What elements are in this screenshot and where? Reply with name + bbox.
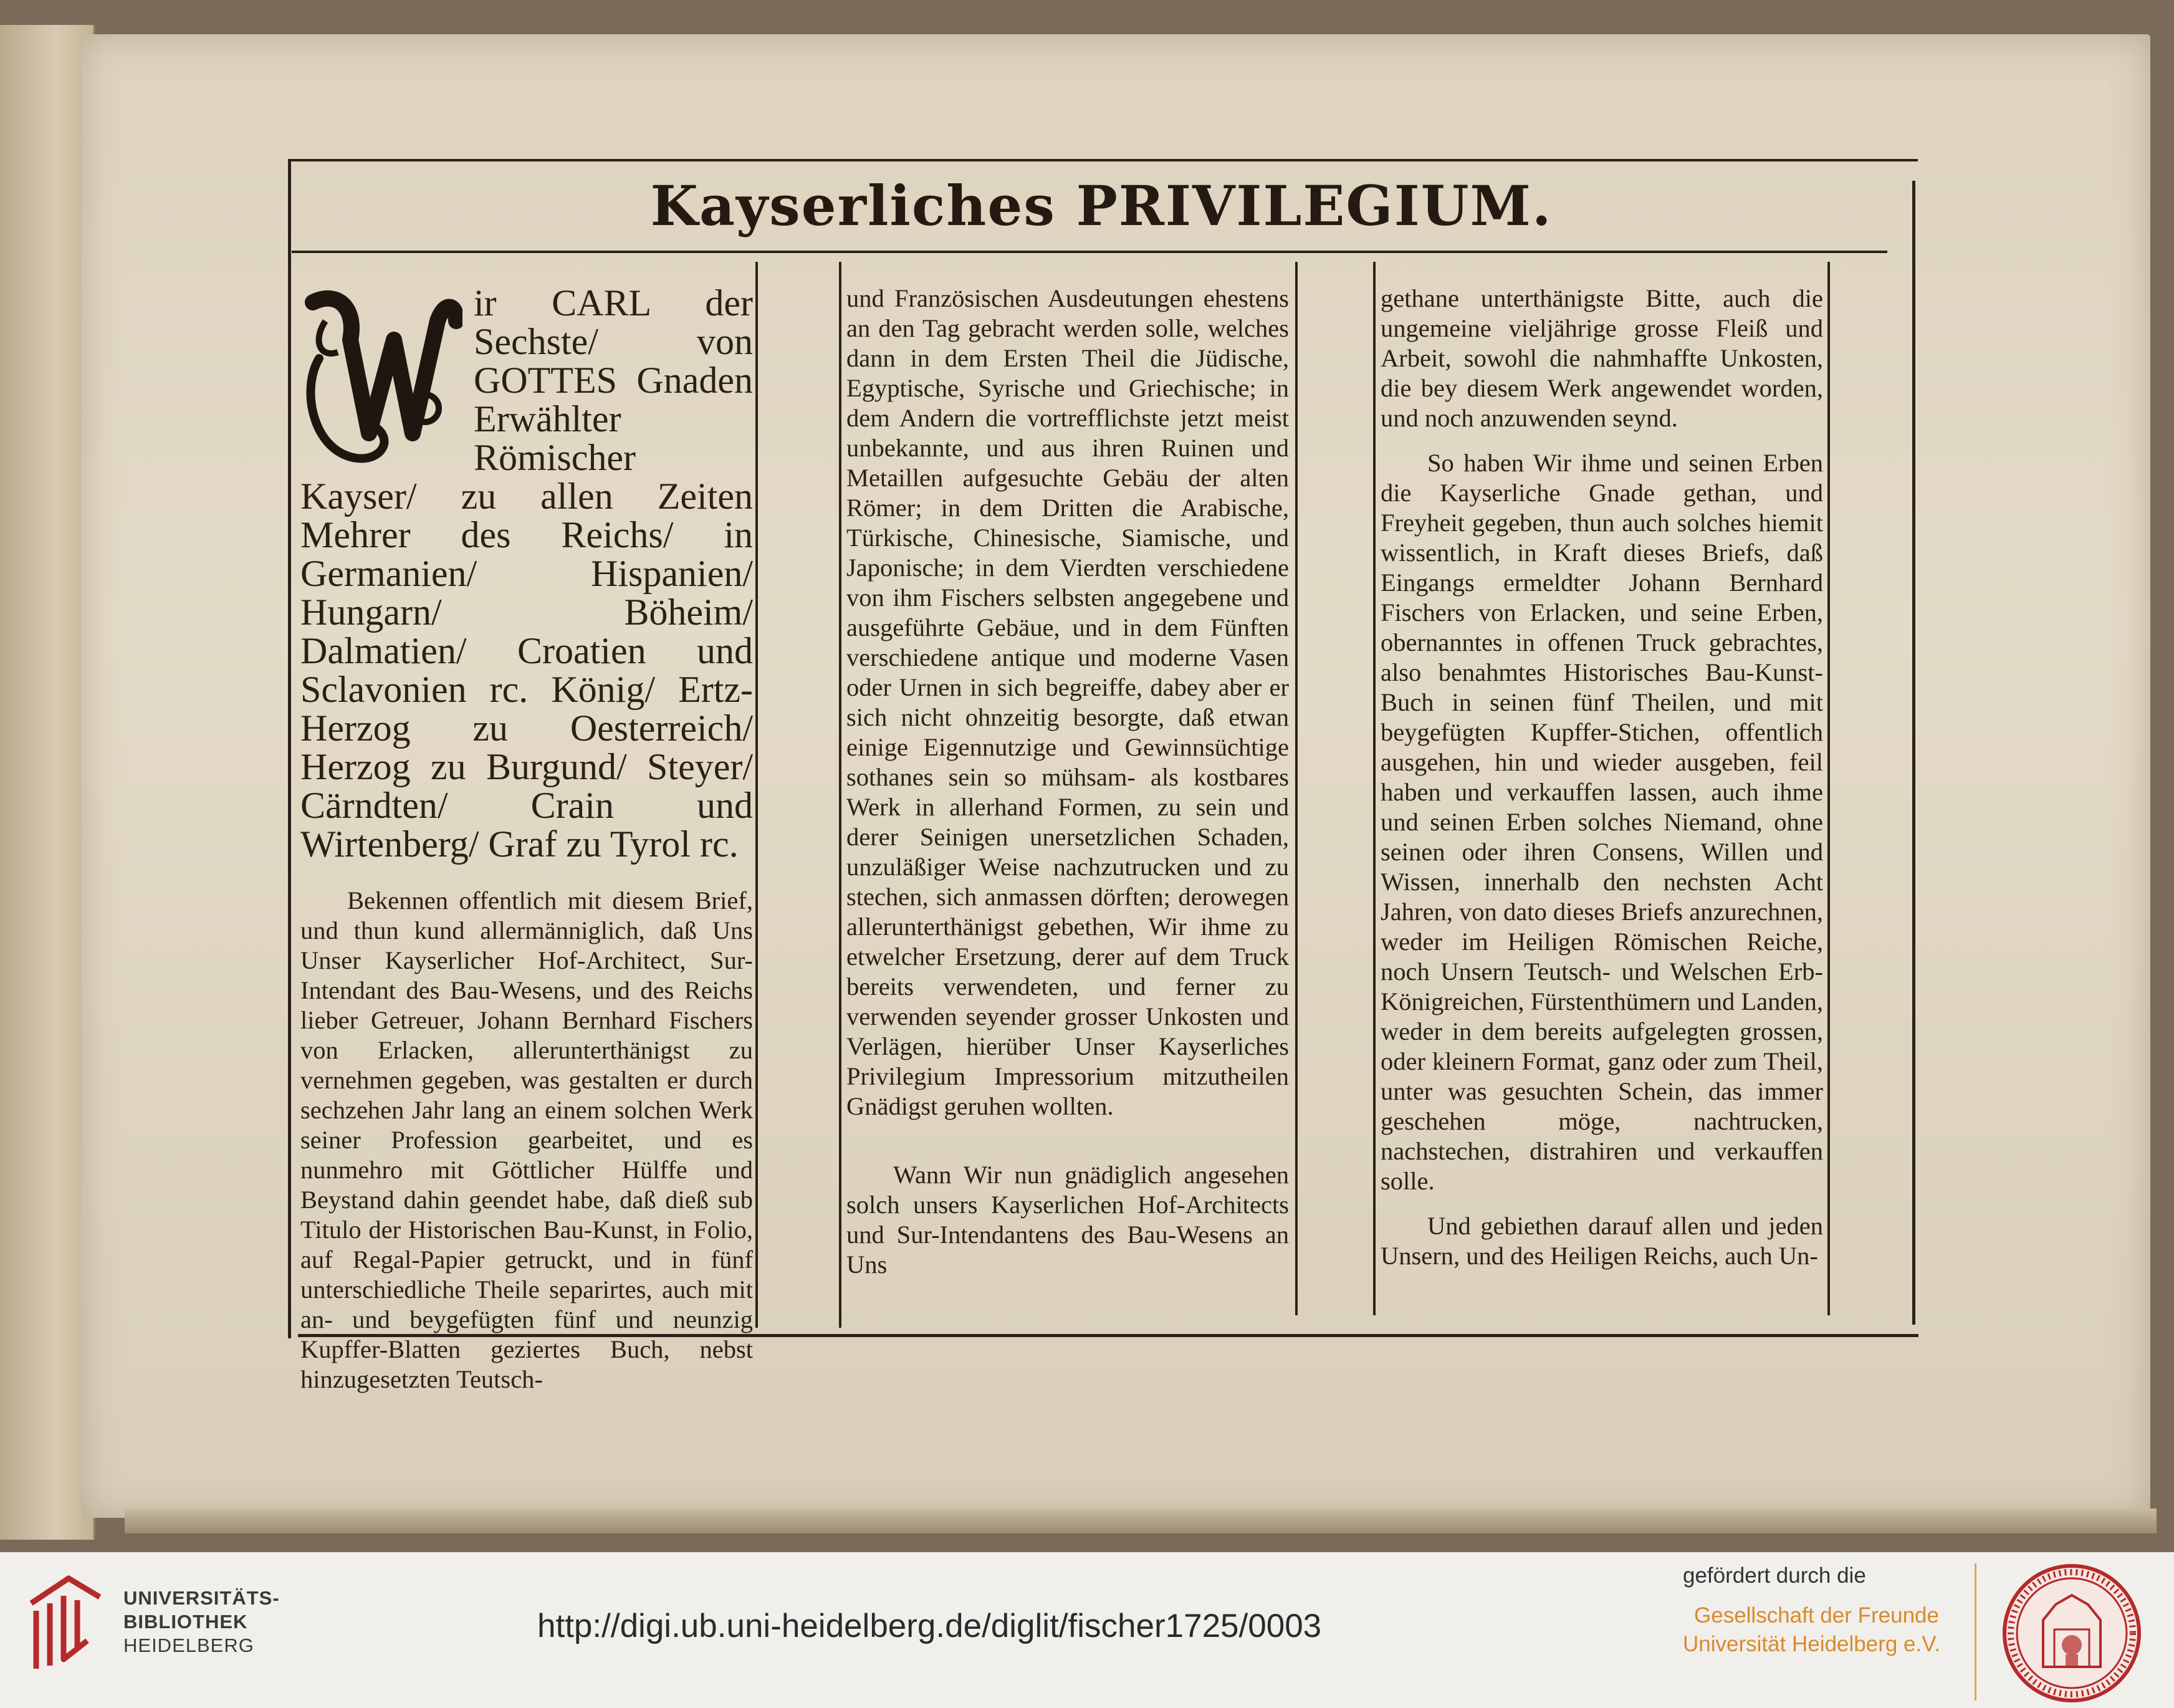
text-column-2 (846, 284, 1289, 1280)
footer-bar (0, 1552, 2174, 1708)
column2-paragraph-1: und Französischen Ausdeutungen ehestens an den Tag gebracht werden solle, welches dann in dem Ersten Theil die Jüdische, Egyptische, Syrische und Griechische; in dem Andern die vortrefflichste jetzt meist unbekannte, und aus ihren Ruinen und Metaillen aufgesuchte Gebäu der alten Römer; in dem Dritten die Arabische, Türkische, Chinesische, Siamische, und Japonische; in dem Vierdten verschiedene von ihm Fischers selbsten angegebene und ausgeführte Gebäue, und in dem Fünften verschiedene antique und moderne Vasen oder Urnen in sich begreiffe, dabey aber er sich nicht ohnzeitig besorgte, daß etwan einige Eigennutzige und Gewinnsüchtige sothanes sein so mühsam- als kostbares Werk in allerhand Formen, zu sein und derer Seinigen unersetzlichen Schaden, unzuläßiger Weise nachzutrucken und zu stechen, sich anmassen dörften; derowegen allerunterthänigst gebethen, Wir ihme zu etwelcher Ersetzung, derer auf dem Truck bereits verwendeten, und ferner zu verwenden seyender grosser Unkosten und Verlägen, hierüber Unser Kayserliches Privilegium Impressorium mitzutheilen Gnädigst geruhen wollten. (846, 284, 1289, 1120)
column2-paragraph-2: Wann Wir nun gnädiglich angesehen solch unsers Kayserlichen Hof-Architects und Sur-Intendantens des Bau-Wesens an Uns (846, 1161, 1289, 1279)
sponsor-name-line-2: Universität Heidelberg e.V. (1683, 1632, 1941, 1656)
university-seal-icon (1999, 1561, 2144, 1706)
sponsor-name-line-1: Gesellschaft der Freunde (1694, 1603, 1939, 1628)
title-rule (292, 251, 1887, 253)
column-rule-2 (839, 262, 841, 1328)
column-rule-4 (1373, 262, 1376, 1315)
permalink-url[interactable]: http://digi.ub.uni-heidelberg.de/diglit/fischer1725/0003 (537, 1608, 1322, 1644)
frame-right-rule (1912, 181, 1915, 1325)
text-column-3 (1381, 284, 1823, 1271)
column3-paragraph-3: Und gebiethen darauf allen und jeden Unsern, und des Heiligen Reichs, auch Un- (1381, 1212, 1823, 1270)
sponsor-caption: gefördert durch die (1683, 1563, 1866, 1588)
library-name-line-3: HEIDELBERG (123, 1634, 254, 1656)
library-name-line-1: UNIVERSITÄTS- (123, 1587, 280, 1609)
column-rule-3 (1295, 262, 1298, 1315)
column3-paragraph-2: So haben Wir ihme und seinen Erben die Kayserliche Gnade gethan, und Freyheit gegeben, thun auch solches hiemit wissentlich, in Kraft dieses Briefs, daß Eingangs ermeldter Johann Bernhard Fischers von Erlacken, und seine Erben, obernanntes in offenen Truck gebrachtes, also benahmtes Historisches Bau-Kunst-Buch in seinen fünf Theilen, und mit beygefügten Kupffer-Stichen, offentlich ausgehen, hin und wieder ausgeben, feil haben und verkauffen lassen, auch ihme und seinen Erben solches Niemand, ohne seinen oder ihren Consens, Willen und Wissen, innerhalb den nechsten Acht Jahren, von dato dieses Briefs anzurechnen, weder im Heiligen Römischen Reiche, noch Unsern Teutsch- und Welschen Erb-Königreichen, Fürstenthümern und Landen, weder in dem bereits aufgelegten grossen, oder kleinern Format, ganz oder zum Theil, unter was gesuchten Schein, das immer geschehen möge, nachtrucken, nachstechen, distrahiren und verkauffen solle. (1381, 449, 1823, 1195)
document-title: Kayserliches PRIVILEGIUM. (650, 173, 1553, 238)
column3-paragraph-1: gethane unterthänigste Bitte, auch die ungemeine vieljährige grosse Fleiß und Arbeit, sowohl die nahmhaffte Unkosten, die bey diesem Werk angewendet worden, und noch anzuwenden seynd. (1381, 284, 1823, 432)
footer-divider (1975, 1563, 1976, 1701)
library-logo-icon (25, 1566, 106, 1681)
column-rule-5 (1827, 262, 1830, 1315)
text-column-1 (300, 284, 753, 1394)
opening-intitulation: ir CARL der Sechste/ von GOTTES Gnaden Erwählter Römischer Kayser/ zu allen Zeiten Mehrer des Reichs/ in Germanien/ Hispanien/ Hungarn/ Böheim/ Dalmatien/ Croatien und Sclavonien rc. König/ Ertz-Herzog zu Oesterreich/ Herzog zu Burgund/ Steyer/ Cärndten/ Crain und Wirtenberg/ Graf zu Tyrol rc. (300, 284, 753, 865)
column1-paragraph: Bekennen offentlich mit diesem Brief, und thun kund allermänniglich, daß Uns Unser Kayserlicher Hof-Architect, Sur-Intendant des Bau-Wesens, und des Reichs lieber Getreuer, Johann Bernhard Fischers von Erlacken, allerunterthänigst zu vernehmen gegeben, was gestalten er durch sechzehen Jahr lang an einem solchen Werk seiner Profession gearbeitet, und es nunmehro mit Göttlicher Hülffe und Beystand dahin geendet habe, daß dieß sub Titulo der Historischen Bau-Kunst, in Folio, auf Regal-Papier getruckt, und in fünf unterschiedliche Theile separirtes, auch mit an- und beygefügten fünf und neunzig Kupffer-Blatten geziertes Buch, nebst hinzugesetzten Teutsch- (300, 886, 753, 1393)
page-bottom-edge (125, 1509, 2157, 1533)
column-rule-1 (755, 262, 758, 1328)
library-name-line-2: BIBLIOTHEK (123, 1611, 248, 1633)
decorated-initial-w-icon (300, 284, 462, 471)
